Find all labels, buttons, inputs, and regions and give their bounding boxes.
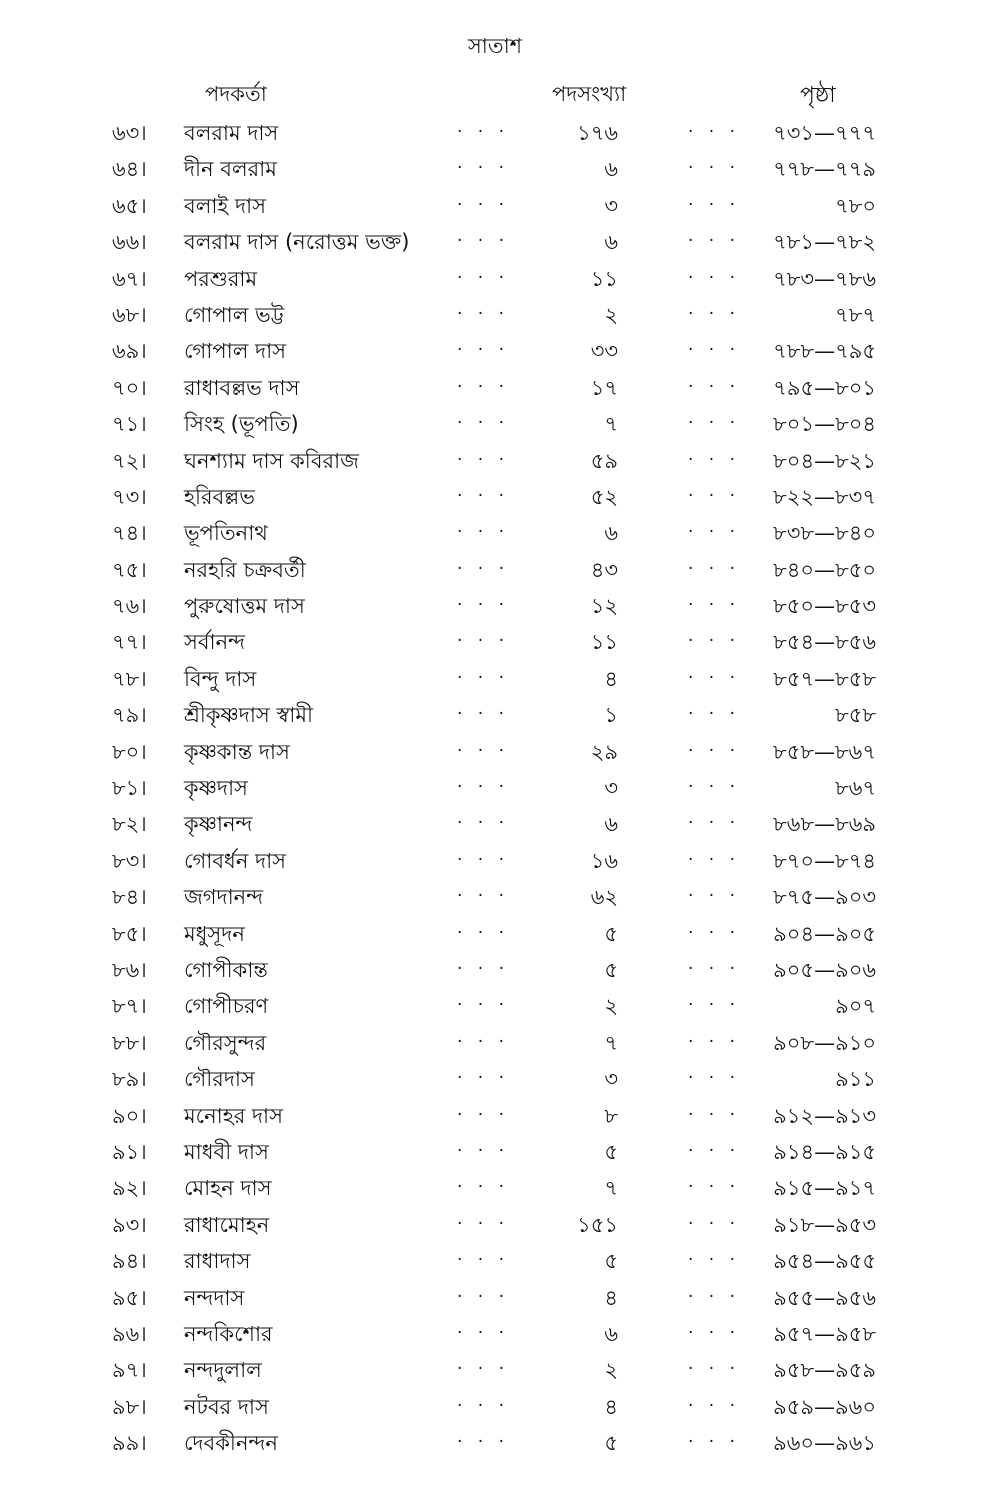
row-leader-dots: . . . xyxy=(688,553,741,574)
row-leader-dots: . . . xyxy=(457,189,510,210)
row-author-name: মনোহর দাস xyxy=(184,1103,283,1128)
row-author-name: সর্বানন্দ xyxy=(184,630,246,655)
row-serial: ৭২। xyxy=(112,448,147,473)
row-leader-dots: . . . xyxy=(688,699,741,720)
row-song-count: ১৭ xyxy=(590,375,618,400)
row-author-name: রাধামোহন xyxy=(184,1212,270,1237)
row-page-range: ৭৮৮—৭৯৫ xyxy=(773,339,876,364)
row-leader-dots: . . . xyxy=(457,953,510,974)
row-leader-dots: . . . xyxy=(457,1317,510,1338)
row-leader-dots: . . . xyxy=(688,1427,741,1448)
row-leader-dots: . . . xyxy=(457,917,510,938)
row-leader-dots: . . . xyxy=(457,735,510,756)
row-leader-dots: . . . xyxy=(688,1063,741,1084)
row-serial: ৬৫। xyxy=(112,193,147,218)
row-page-range: ৮০১—৮০৪ xyxy=(773,412,876,437)
table-row xyxy=(0,1386,990,1422)
row-leader-dots: . . . xyxy=(688,1317,741,1338)
row-song-count: ৭ xyxy=(604,1030,618,1055)
row-song-count: ১২ xyxy=(590,594,618,619)
row-author-name: বলরাম দাস xyxy=(184,121,279,145)
row-serial: ৭৭। xyxy=(112,630,147,655)
row-author-name: ভূপতিনাথ xyxy=(184,521,268,546)
row-song-count: ২৯ xyxy=(590,739,618,764)
row-author-name: গোবর্ধন দাস xyxy=(184,848,287,873)
row-serial: ৯৯। xyxy=(112,1431,147,1456)
table-row xyxy=(0,112,990,148)
row-song-count: ১৭৬ xyxy=(577,121,618,145)
row-page-range: ৮৭০—৮৭৪ xyxy=(773,848,876,873)
row-leader-dots: . . . xyxy=(457,662,510,683)
table-row xyxy=(0,731,990,767)
row-song-count: ১৬ xyxy=(590,848,618,873)
row-author-name: সিংহ (ভূপতি) xyxy=(184,412,299,437)
row-author-name: দীন বলরাম xyxy=(184,157,277,182)
row-leader-dots: . . . xyxy=(688,808,741,829)
row-serial: ৯৩। xyxy=(112,1212,147,1237)
page-number: সাতাশ xyxy=(467,34,523,58)
row-page-range: ৯০৫—৯০৬ xyxy=(773,957,876,982)
row-author-name: কৃষ্ণকান্ত দাস xyxy=(184,739,290,764)
row-page-range: ৭৭৮—৭৭৯ xyxy=(773,157,876,182)
row-song-count: ১১ xyxy=(590,630,618,655)
row-page-range: ৭৩১—৭৭৭ xyxy=(773,121,876,145)
row-song-count: ৬ xyxy=(604,521,618,546)
row-song-count: ৫৯ xyxy=(590,448,618,473)
row-page-range: ৭৮৩—৭৮৬ xyxy=(773,266,876,291)
row-leader-dots: . . . xyxy=(457,371,510,392)
row-song-count: ৫ xyxy=(604,1139,618,1164)
row-leader-dots: . . . xyxy=(688,1026,741,1047)
row-page-range: ৯০৪—৯০৫ xyxy=(773,921,876,946)
table-row xyxy=(0,476,990,512)
row-serial: ৯৭। xyxy=(112,1358,147,1383)
row-leader-dots: . . . xyxy=(457,480,510,501)
row-serial: ৯১। xyxy=(112,1139,147,1164)
row-author-name: নন্দকিশোর xyxy=(184,1321,273,1346)
row-serial: ৬৪। xyxy=(112,157,147,182)
row-author-name: গোপীকান্ত xyxy=(184,957,268,982)
row-page-range: ৯১১ xyxy=(835,1067,876,1092)
row-leader-dots: . . . xyxy=(688,335,741,356)
row-leader-dots: . . . xyxy=(457,1390,510,1411)
row-page-range: ৯০৭ xyxy=(835,994,876,1019)
table-row xyxy=(0,549,990,585)
row-leader-dots: . . . xyxy=(688,1208,741,1229)
row-page-range: ৮৩৮—৮৪০ xyxy=(773,521,876,546)
index-table xyxy=(0,112,990,1458)
table-row xyxy=(0,221,990,257)
row-leader-dots: . . . xyxy=(688,772,741,793)
row-author-name: মোহন দাস xyxy=(184,1176,272,1201)
row-song-count: ৬ xyxy=(604,157,618,182)
row-leader-dots: . . . xyxy=(457,298,510,319)
row-song-count: ২ xyxy=(604,302,618,327)
table-row xyxy=(0,294,990,330)
table-row xyxy=(0,258,990,294)
row-leader-dots: . . . xyxy=(457,1026,510,1047)
row-leader-dots: . . . xyxy=(688,662,741,683)
row-page-range: ৮২২—৮৩৭ xyxy=(773,484,876,509)
row-leader-dots: . . . xyxy=(688,371,741,392)
row-serial: ৮৫। xyxy=(112,921,147,946)
row-leader-dots: . . . xyxy=(688,444,741,465)
row-leader-dots: . . . xyxy=(457,226,510,247)
table-row xyxy=(0,148,990,184)
row-leader-dots: . . . xyxy=(688,881,741,902)
row-song-count: ৪৩ xyxy=(590,557,618,582)
row-page-range: ৮৫৮ xyxy=(835,703,876,728)
row-song-count: ৩৩ xyxy=(590,339,618,364)
row-author-name: মধুসূদন xyxy=(184,921,245,946)
table-row xyxy=(0,403,990,439)
row-serial: ৮০। xyxy=(112,739,147,764)
row-song-count: ৬২ xyxy=(590,885,618,910)
row-serial: ৬৬। xyxy=(112,230,147,255)
row-page-range: ৮৫৮—৮৬৭ xyxy=(773,739,876,764)
row-song-count: ৪ xyxy=(604,1285,618,1310)
row-song-count: ৭ xyxy=(604,1176,618,1201)
row-leader-dots: . . . xyxy=(457,626,510,647)
row-leader-dots: . . . xyxy=(457,1172,510,1193)
table-row xyxy=(0,1058,990,1094)
row-song-count: ৪ xyxy=(604,666,618,691)
row-leader-dots: . . . xyxy=(688,298,741,319)
row-serial: ৭১। xyxy=(112,412,147,437)
row-author-name: কৃষ্ণানন্দ xyxy=(184,812,253,837)
row-page-range: ৯১৪—৯১৫ xyxy=(773,1139,876,1164)
row-song-count: ৪ xyxy=(604,1394,618,1419)
row-author-name: নরহরি চক্রবর্তী xyxy=(184,557,306,582)
row-song-count: ২ xyxy=(604,1358,618,1383)
row-serial: ৮১। xyxy=(112,776,147,801)
table-row xyxy=(0,1131,990,1167)
table-row xyxy=(0,767,990,803)
row-song-count: ৩ xyxy=(604,193,618,218)
row-serial: ৮৩। xyxy=(112,848,147,873)
row-serial: ৬৯। xyxy=(112,339,147,364)
row-author-name: পরশুরাম xyxy=(184,266,258,291)
row-song-count: ৫ xyxy=(604,1431,618,1456)
count-column-header: পদসংখ্যা xyxy=(552,82,627,106)
row-song-count: ৮ xyxy=(604,1103,618,1128)
row-leader-dots: . . . xyxy=(457,990,510,1011)
row-author-name: নটবর দাস xyxy=(184,1394,269,1419)
row-page-range: ৯১২—৯১৩ xyxy=(773,1103,876,1128)
row-song-count: ১১ xyxy=(590,266,618,291)
row-leader-dots: . . . xyxy=(688,226,741,247)
row-leader-dots: . . . xyxy=(688,1135,741,1156)
table-row xyxy=(0,1422,990,1458)
table-row xyxy=(0,1022,990,1058)
row-leader-dots: . . . xyxy=(688,480,741,501)
row-page-range: ৯৫৯—৯৬০ xyxy=(773,1394,876,1419)
row-serial: ৮৬। xyxy=(112,957,147,982)
row-serial: ৮৪। xyxy=(112,885,147,910)
row-song-count: ৫ xyxy=(604,1249,618,1274)
row-leader-dots: . . . xyxy=(688,1281,741,1302)
row-page-range: ৯৫৪—৯৫৫ xyxy=(773,1249,876,1274)
row-leader-dots: . . . xyxy=(688,189,741,210)
row-page-range: ৯৫৫—৯৫৬ xyxy=(773,1285,876,1310)
row-page-range: ৯১৫—৯১৭ xyxy=(773,1176,876,1201)
row-leader-dots: . . . xyxy=(688,917,741,938)
row-page-range: ৮৬৮—৮৬৯ xyxy=(773,812,876,837)
row-leader-dots: . . . xyxy=(457,1427,510,1448)
table-row xyxy=(0,913,990,949)
row-song-count: ৫ xyxy=(604,921,618,946)
row-author-name: গোপাল ভট্ট xyxy=(184,302,284,327)
row-serial: ৮৭। xyxy=(112,994,147,1019)
row-leader-dots: . . . xyxy=(457,844,510,865)
table-row xyxy=(0,1204,990,1240)
row-serial: ৬৮। xyxy=(112,302,147,327)
row-page-range: ৮৫৭—৮৫৮ xyxy=(773,666,876,691)
table-row xyxy=(0,949,990,985)
row-serial: ৭৪। xyxy=(112,521,147,546)
row-page-range: ৮৪০—৮৫০ xyxy=(773,557,876,582)
row-page-range: ৮৬৭ xyxy=(835,776,876,801)
row-leader-dots: . . . xyxy=(688,262,741,283)
row-leader-dots: . . . xyxy=(457,1063,510,1084)
row-song-count: ৬ xyxy=(604,230,618,255)
row-leader-dots: . . . xyxy=(457,117,510,137)
row-author-name: দেবকীনন্দন xyxy=(184,1431,278,1456)
row-serial: ৯৪। xyxy=(112,1249,147,1274)
row-serial: ৬৭। xyxy=(112,266,147,291)
row-serial: ৭৬। xyxy=(112,594,147,619)
row-song-count: ২ xyxy=(604,994,618,1019)
row-author-name: গৌরসুন্দর xyxy=(184,1030,267,1055)
row-author-name: নন্দদুলাল xyxy=(184,1358,262,1383)
row-leader-dots: . . . xyxy=(688,1390,741,1411)
row-page-range: ৯০৮—৯১০ xyxy=(773,1030,876,1055)
row-leader-dots: . . . xyxy=(457,590,510,611)
row-leader-dots: . . . xyxy=(457,808,510,829)
row-serial: ৬৩। xyxy=(112,121,147,145)
row-author-name: রাধাবল্লভ দাস xyxy=(184,375,300,400)
row-leader-dots: . . . xyxy=(457,1354,510,1375)
row-leader-dots: . . . xyxy=(688,1172,741,1193)
row-page-range: ৮০৪—৮২১ xyxy=(773,448,876,473)
row-page-range: ৯১৮—৯৫৩ xyxy=(773,1212,876,1237)
page-column-header: পৃষ্ঠা xyxy=(800,83,836,108)
table-row xyxy=(0,985,990,1021)
row-author-name: নন্দদাস xyxy=(184,1285,245,1310)
row-song-count: ৬ xyxy=(604,812,618,837)
row-leader-dots: . . . xyxy=(457,699,510,720)
row-leader-dots: . . . xyxy=(688,990,741,1011)
row-author-name: ঘনশ্যাম দাস কবিরাজ xyxy=(184,448,359,473)
row-page-range: ৮৫০—৮৫৩ xyxy=(773,594,876,619)
row-leader-dots: . . . xyxy=(457,408,510,429)
row-author-name: মাধবী দাস xyxy=(184,1139,269,1164)
row-song-count: ১ xyxy=(604,703,618,728)
row-author-name: রাধাদাস xyxy=(184,1249,251,1274)
row-leader-dots: . . . xyxy=(457,1099,510,1120)
row-author-name: গোপাল দাস xyxy=(184,339,287,364)
table-row xyxy=(0,440,990,476)
row-serial: ৯৫। xyxy=(112,1285,147,1310)
row-serial: ৯২। xyxy=(112,1176,147,1201)
table-row xyxy=(0,330,990,366)
table-row xyxy=(0,1167,990,1203)
table-row xyxy=(0,694,990,730)
row-author-name: শ্রীকৃষ্ণদাস স্বামী xyxy=(184,703,313,728)
row-leader-dots: . . . xyxy=(457,444,510,465)
row-leader-dots: . . . xyxy=(688,953,741,974)
row-leader-dots: . . . xyxy=(688,735,741,756)
row-leader-dots: . . . xyxy=(457,1135,510,1156)
table-row xyxy=(0,658,990,694)
row-author-name: হরিবল্লভ xyxy=(184,484,255,509)
table-row xyxy=(0,367,990,403)
row-author-name: বলাই দাস xyxy=(184,193,267,218)
row-leader-dots: . . . xyxy=(688,590,741,611)
row-serial: ৯৮। xyxy=(112,1394,147,1419)
row-serial: ৭০। xyxy=(112,375,147,400)
row-serial: ৮৮। xyxy=(112,1030,147,1055)
row-song-count: ৫ xyxy=(604,957,618,982)
row-serial: ৭৮। xyxy=(112,666,147,691)
row-leader-dots: . . . xyxy=(688,408,741,429)
row-author-name: বলরাম দাস (নরোত্তম ভক্ত) xyxy=(184,230,410,255)
row-page-range: ৮৭৫—৯০৩ xyxy=(773,885,876,910)
row-leader-dots: . . . xyxy=(457,262,510,283)
row-page-range: ৭৮৭ xyxy=(835,302,876,327)
table-row xyxy=(0,621,990,657)
row-song-count: ৩ xyxy=(604,1067,618,1092)
row-page-range: ৮৫৪—৮৫৬ xyxy=(773,630,876,655)
row-author-name: গোপীচরণ xyxy=(184,994,269,1019)
row-leader-dots: . . . xyxy=(688,1099,741,1120)
row-leader-dots: . . . xyxy=(457,1281,510,1302)
table-row xyxy=(0,1240,990,1276)
row-page-range: ৯৫৭—৯৫৮ xyxy=(773,1321,876,1346)
row-leader-dots: . . . xyxy=(457,772,510,793)
row-leader-dots: . . . xyxy=(688,844,741,865)
row-author-name: পুরুষোত্তম দাস xyxy=(184,594,305,619)
table-row xyxy=(0,1313,990,1349)
row-leader-dots: . . . xyxy=(688,117,741,137)
row-leader-dots: . . . xyxy=(457,517,510,538)
row-song-count: ৭ xyxy=(604,412,618,437)
row-leader-dots: . . . xyxy=(457,1208,510,1229)
row-serial: ৯০। xyxy=(112,1103,147,1128)
row-page-range: ৭৮০ xyxy=(835,193,876,218)
row-song-count: ৩ xyxy=(604,776,618,801)
table-row xyxy=(0,1349,990,1385)
row-author-name: জগদানন্দ xyxy=(184,885,264,910)
row-leader-dots: . . . xyxy=(688,1354,741,1375)
table-row xyxy=(0,1095,990,1131)
row-leader-dots: . . . xyxy=(688,1245,741,1266)
table-row xyxy=(0,840,990,876)
row-author-name: গৌরদাস xyxy=(184,1067,255,1092)
row-page-range: ৭৯৫—৮০১ xyxy=(773,375,876,400)
row-author-name: কৃষ্ণদাস xyxy=(184,776,248,801)
table-row xyxy=(0,876,990,912)
row-serial: ৮৯। xyxy=(112,1067,147,1092)
table-row xyxy=(0,1277,990,1313)
table-row xyxy=(0,185,990,221)
row-serial: ৭৯। xyxy=(112,703,147,728)
row-page-range: ৭৮১—৭৮২ xyxy=(773,230,876,255)
table-row xyxy=(0,585,990,621)
row-leader-dots: . . . xyxy=(688,153,741,174)
row-leader-dots: . . . xyxy=(688,626,741,647)
row-serial: ৮২। xyxy=(112,812,147,837)
row-leader-dots: . . . xyxy=(688,517,741,538)
row-serial: ৭৫। xyxy=(112,557,147,582)
row-song-count: ১৫১ xyxy=(577,1212,618,1237)
author-column-header: পদকর্তা xyxy=(205,82,267,106)
row-author-name: বিন্দু দাস xyxy=(184,666,257,691)
row-leader-dots: . . . xyxy=(457,1245,510,1266)
row-song-count: ৫২ xyxy=(590,484,618,509)
row-leader-dots: . . . xyxy=(457,553,510,574)
row-leader-dots: . . . xyxy=(457,153,510,174)
table-row xyxy=(0,803,990,839)
table-row xyxy=(0,512,990,548)
row-page-range: ৯৬০—৯৬১ xyxy=(773,1431,876,1456)
row-page-range: ৯৫৮—৯৫৯ xyxy=(773,1358,876,1383)
row-leader-dots: . . . xyxy=(457,335,510,356)
row-leader-dots: . . . xyxy=(457,881,510,902)
row-serial: ৯৬। xyxy=(112,1321,147,1346)
row-serial: ৭৩। xyxy=(112,484,147,509)
row-song-count: ৬ xyxy=(604,1321,618,1346)
